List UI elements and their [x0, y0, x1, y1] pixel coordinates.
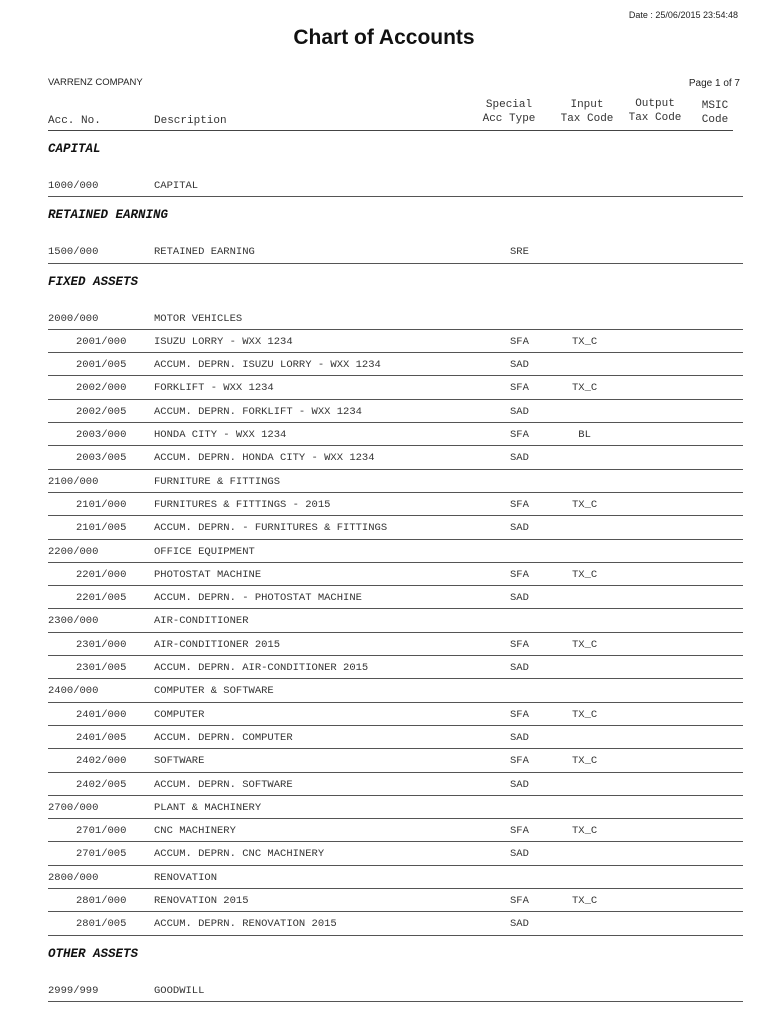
account-row: [48, 493, 743, 516]
account-row: [48, 470, 743, 493]
input-tax-code: TX_C: [572, 638, 598, 651]
input-tax-code: TX_C: [572, 498, 598, 511]
accounts-table: [48, 131, 743, 1002]
account-row: [48, 330, 743, 353]
account-description: FURNITURE & FITTINGS: [154, 475, 281, 488]
special-acc-type: SAD: [510, 731, 529, 744]
account-description: CAPITAL: [154, 180, 199, 192]
account-number: 1000/000: [48, 180, 99, 192]
account-number: 2003/005: [76, 452, 127, 465]
account-description: ACCUM. DEPRN. CNC MACHINERY: [154, 848, 325, 861]
special-acc-type: SAD: [510, 405, 529, 418]
account-row: [48, 656, 743, 679]
account-row: [48, 979, 743, 1002]
special-acc-type: SFA: [510, 382, 529, 395]
special-acc-type: SAD: [510, 662, 529, 675]
account-row: [48, 586, 743, 609]
page-number: Page 1 of 7: [688, 78, 740, 89]
header-msic-code: MSIC Code: [701, 100, 729, 126]
account-row: [48, 307, 743, 330]
account-description: CNC MACHINERY: [154, 825, 236, 838]
account-number: 2001/000: [76, 335, 127, 348]
account-description: SOFTWARE: [154, 755, 205, 768]
account-description: ACCUM. DEPRN. COMPUTER: [154, 731, 293, 744]
account-row: [48, 609, 743, 632]
account-description: ACCUM. DEPRN. - FURNITURES & FITTINGS: [154, 522, 388, 535]
account-row: [48, 679, 743, 702]
account-row: [48, 516, 743, 539]
account-description: COMPUTER: [154, 708, 205, 721]
account-description: AIR-CONDITIONER 2015: [154, 638, 281, 651]
account-description: AIR-CONDITIONER: [154, 615, 249, 628]
account-description: ACCUM. DEPRN. HONDA CITY - WXX 1234: [154, 452, 375, 465]
account-row: [48, 240, 743, 263]
account-description: FURNITURES & FITTINGS - 2015: [154, 498, 331, 511]
account-description: HONDA CITY - WXX 1234: [154, 429, 287, 442]
account-number: 2800/000: [48, 871, 99, 884]
header-special-acc-type: Special Acc Type: [482, 99, 536, 125]
account-number: 2401/000: [76, 708, 127, 721]
account-number: 2200/000: [48, 545, 99, 558]
account-description: RENOVATION: [154, 871, 218, 884]
account-row: [48, 400, 743, 423]
account-row: [48, 749, 743, 772]
account-row: [48, 796, 743, 819]
input-tax-code: BL: [572, 429, 591, 442]
special-acc-type: SFA: [510, 708, 529, 721]
account-description: ACCUM. DEPRN. AIR-CONDITIONER 2015: [154, 662, 369, 675]
account-row: [48, 819, 743, 842]
account-number: 2801/000: [76, 895, 127, 908]
account-number: 2101/005: [76, 522, 127, 535]
report-title: Chart of Accounts: [293, 26, 475, 49]
account-number: 2999/999: [48, 984, 99, 997]
account-description: PHOTOSTAT MACHINE: [154, 568, 262, 581]
special-acc-type: SFA: [510, 429, 529, 442]
account-number: 2400/000: [48, 685, 99, 698]
account-row: [48, 563, 743, 586]
account-number: 2001/005: [76, 359, 127, 372]
account-number: 2003/000: [76, 429, 127, 442]
account-row: [48, 353, 743, 376]
section-name: CAPITAL: [48, 142, 101, 156]
special-acc-type: SAD: [510, 918, 529, 931]
account-row: [48, 633, 743, 656]
special-acc-type: SFA: [510, 568, 529, 581]
account-description: PLANT & MACHINERY: [154, 801, 262, 814]
company-name: VARRENZ COMPANY: [48, 77, 143, 88]
account-number: 2402/000: [76, 755, 127, 768]
account-description: ACCUM. DEPRN. RENOVATION 2015: [154, 918, 337, 931]
account-description: COMPUTER & SOFTWARE: [154, 685, 274, 698]
account-number: 2000/000: [48, 312, 99, 325]
account-description: ACCUM. DEPRN. FORKLIFT - WXX 1234: [154, 405, 362, 418]
special-acc-type: SAD: [510, 359, 529, 372]
account-number: 2002/000: [76, 382, 127, 395]
input-tax-code: TX_C: [572, 568, 598, 581]
account-description: RETAINED EARNING: [154, 246, 255, 259]
special-acc-type: SFA: [510, 498, 529, 511]
account-description: ACCUM. DEPRN. ISUZU LORRY - WXX 1234: [154, 359, 381, 372]
account-description: ACCUM. DEPRN. - PHOTOSTAT MACHINE: [154, 592, 362, 605]
account-number: 2201/000: [76, 568, 127, 581]
input-tax-code: TX_C: [572, 335, 598, 348]
account-number: 2301/005: [76, 662, 127, 675]
account-number: 2700/000: [48, 801, 99, 814]
account-row: [48, 703, 743, 726]
special-acc-type: SAD: [510, 522, 529, 535]
input-tax-code: TX_C: [572, 895, 598, 908]
input-tax-code: TX_C: [572, 708, 598, 721]
account-row: [48, 866, 743, 889]
account-row: [48, 912, 743, 935]
account-row: [48, 174, 743, 197]
special-acc-type: SRE: [510, 246, 529, 259]
account-number: 2301/000: [76, 638, 127, 651]
special-acc-type: SFA: [510, 335, 529, 348]
special-acc-type: SFA: [510, 825, 529, 838]
account-number: 2801/005: [76, 918, 127, 931]
account-number: 2401/005: [76, 731, 127, 744]
section-header: [48, 197, 743, 240]
special-acc-type: SFA: [510, 755, 529, 768]
special-acc-type: SFA: [510, 895, 529, 908]
input-tax-code: TX_C: [572, 825, 598, 838]
account-description: GOODWILL: [154, 984, 205, 997]
special-acc-type: SAD: [510, 778, 529, 791]
account-row: [48, 726, 743, 749]
account-number: 2300/000: [48, 615, 99, 628]
special-acc-type: SAD: [510, 452, 529, 465]
account-description: ISUZU LORRY - WXX 1234: [154, 335, 293, 348]
special-acc-type: SFA: [510, 638, 529, 651]
section-header: [48, 131, 743, 174]
account-description: RENOVATION 2015: [154, 895, 249, 908]
account-description: FORKLIFT - WXX 1234: [154, 382, 274, 395]
header-output-tax-code: Output Tax Code: [628, 98, 682, 124]
account-number: 1500/000: [48, 246, 99, 259]
section-header: [48, 264, 743, 307]
section-name: FIXED ASSETS: [48, 274, 139, 289]
account-description: MOTOR VEHICLES: [154, 312, 243, 325]
header-description: Description: [154, 115, 227, 127]
account-description: ACCUM. DEPRN. SOFTWARE: [154, 778, 293, 791]
account-number: 2101/000: [76, 498, 127, 511]
section-name: RETAINED EARNING: [48, 208, 169, 223]
input-tax-code: TX_C: [572, 755, 598, 768]
header-acc-no: Acc. No.: [48, 115, 101, 127]
account-number: 2002/005: [76, 405, 127, 418]
report-date: Date : 25/06/2015 23:54:48: [628, 10, 738, 20]
account-row: [48, 889, 743, 912]
account-row: [48, 446, 743, 469]
header-input-tax-code: Input Tax Code: [560, 99, 614, 125]
section-name: OTHER ASSETS: [48, 946, 139, 961]
account-number: 2100/000: [48, 475, 99, 488]
input-tax-code: TX_C: [572, 382, 598, 395]
account-description: OFFICE EQUIPMENT: [154, 545, 255, 558]
account-number: 2701/000: [76, 825, 127, 838]
account-number: 2402/005: [76, 778, 127, 791]
section-header: [48, 936, 743, 979]
account-row: [48, 773, 743, 796]
account-row: [48, 376, 743, 399]
account-row: [48, 540, 743, 563]
account-number: 2201/005: [76, 592, 127, 605]
account-row: [48, 423, 743, 446]
account-row: [48, 842, 743, 865]
special-acc-type: SAD: [510, 848, 529, 861]
special-acc-type: SAD: [510, 592, 529, 605]
account-number: 2701/005: [76, 848, 127, 861]
